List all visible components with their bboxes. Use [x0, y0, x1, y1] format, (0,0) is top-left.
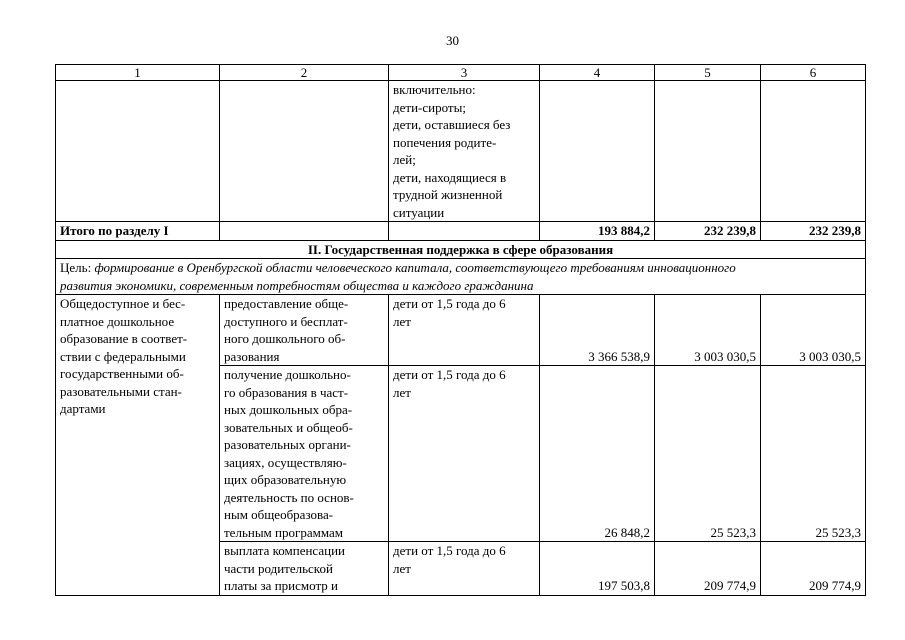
- text-line: доступного и бесплат-: [224, 313, 348, 329]
- text-line: дети от 1,5 года до 6: [393, 367, 506, 382]
- column-number: 2: [220, 65, 389, 81]
- text-line: включительно:: [393, 82, 476, 97]
- empty-cell: [761, 81, 866, 222]
- text-line: образование в соответ-: [60, 331, 188, 346]
- column-number: 1: [56, 65, 220, 81]
- table-row: [56, 295, 866, 366]
- total-label: Итого по разделу I: [56, 222, 220, 241]
- text-line: дети, оставшиеся без: [393, 117, 511, 132]
- text-line: зациях, осуществляю-: [224, 454, 347, 470]
- total-value: 232 239,8: [655, 222, 761, 241]
- category-cell: [389, 542, 540, 596]
- goal-text: формирование в Оренбургской области человеческого капитала, соответствующего требованиям инновационного: [94, 260, 736, 275]
- text-line: лей;: [393, 152, 416, 167]
- text-line: платы за присмотр и: [224, 578, 338, 593]
- column-number-row: [56, 65, 866, 81]
- goal-prefix: Цель:: [60, 260, 95, 275]
- text-line: получение дошкольно-: [224, 367, 351, 382]
- text-line: щих образовательную: [224, 472, 347, 487]
- value-cell: 3 366 538,9: [540, 295, 655, 366]
- text-line: разовательными стан-: [60, 383, 182, 399]
- value-cell: 3 003 030,5: [761, 295, 866, 366]
- total-value: 193 884,2: [540, 222, 655, 241]
- value-cell: 209 774,9: [655, 542, 761, 596]
- value-cell: 25 523,3: [655, 366, 761, 542]
- value-cell: 3 003 030,5: [655, 295, 761, 366]
- goal-cell: [56, 259, 866, 295]
- text-line: разования: [224, 348, 280, 364]
- measure-cell: [220, 295, 389, 366]
- value-cell: 209 774,9: [761, 542, 866, 596]
- text-line: тельным программам: [224, 524, 343, 540]
- column-number: 5: [655, 65, 761, 81]
- empty-cell: [56, 81, 220, 222]
- text-line: лет: [393, 384, 411, 400]
- measure-cell: [220, 542, 389, 596]
- text-line: го образования в част-: [224, 384, 349, 400]
- column-number: 3: [389, 65, 540, 81]
- measure-cell: [220, 366, 389, 542]
- value-cell: 197 503,8: [540, 542, 655, 596]
- empty-cell: [389, 222, 540, 241]
- text-line: ствии с федеральными: [60, 348, 186, 364]
- text-line: ного дошкольного об-: [224, 331, 346, 346]
- goal-text: развития экономики, современным потребностям общества и каждого гражданина: [60, 277, 534, 293]
- total-value: 232 239,8: [761, 222, 866, 241]
- empty-cell: [540, 81, 655, 222]
- text-line: деятельность по основ-: [224, 489, 354, 505]
- text-line: ситуации: [393, 204, 445, 220]
- text-line: трудной жизненной: [393, 187, 503, 202]
- text-line: государственными об-: [60, 366, 184, 381]
- category-cell: [389, 81, 540, 222]
- text-line: Общедоступное и бес-: [60, 296, 186, 311]
- value-cell: 26 848,2: [540, 366, 655, 542]
- continuation-row: [56, 81, 866, 222]
- text-line: разовательных органи-: [224, 437, 351, 452]
- goal-row: [56, 259, 866, 295]
- column-number: 4: [540, 65, 655, 81]
- budget-table: [55, 64, 866, 596]
- empty-cell: [220, 81, 389, 222]
- total-row: [56, 222, 866, 241]
- text-line: ных дошкольных обра-: [224, 402, 353, 417]
- section-title: II. Государственная поддержка в сфере образования: [56, 240, 866, 259]
- text-line: дети от 1,5 года до 6: [393, 296, 506, 311]
- section-title-row: [56, 240, 866, 259]
- category-cell: [389, 295, 540, 366]
- text-line: дети, находящиеся в: [393, 169, 507, 185]
- text-line: лет: [393, 313, 411, 329]
- text-line: дартами: [60, 401, 106, 416]
- text-line: выплата компенсации: [224, 543, 345, 558]
- text-line: лет: [393, 560, 411, 576]
- text-line: части родительской: [224, 560, 333, 576]
- empty-cell: [220, 222, 389, 241]
- text-line: дети от 1,5 года до 6: [393, 543, 506, 558]
- text-line: зовательных и общеоб-: [224, 419, 353, 435]
- text-line: дети-сироты;: [393, 99, 466, 115]
- empty-cell: [655, 81, 761, 222]
- text-line: платное дошкольное: [60, 313, 175, 329]
- value-cell: 25 523,3: [761, 366, 866, 542]
- page-number: 30: [446, 33, 459, 48]
- program-cell: [56, 295, 220, 596]
- text-line: ным общеобразова-: [224, 507, 334, 522]
- column-number: 6: [761, 65, 866, 81]
- category-cell: [389, 366, 540, 542]
- text-line: предоставление обще-: [224, 296, 349, 311]
- text-line: попечения родите-: [393, 134, 497, 150]
